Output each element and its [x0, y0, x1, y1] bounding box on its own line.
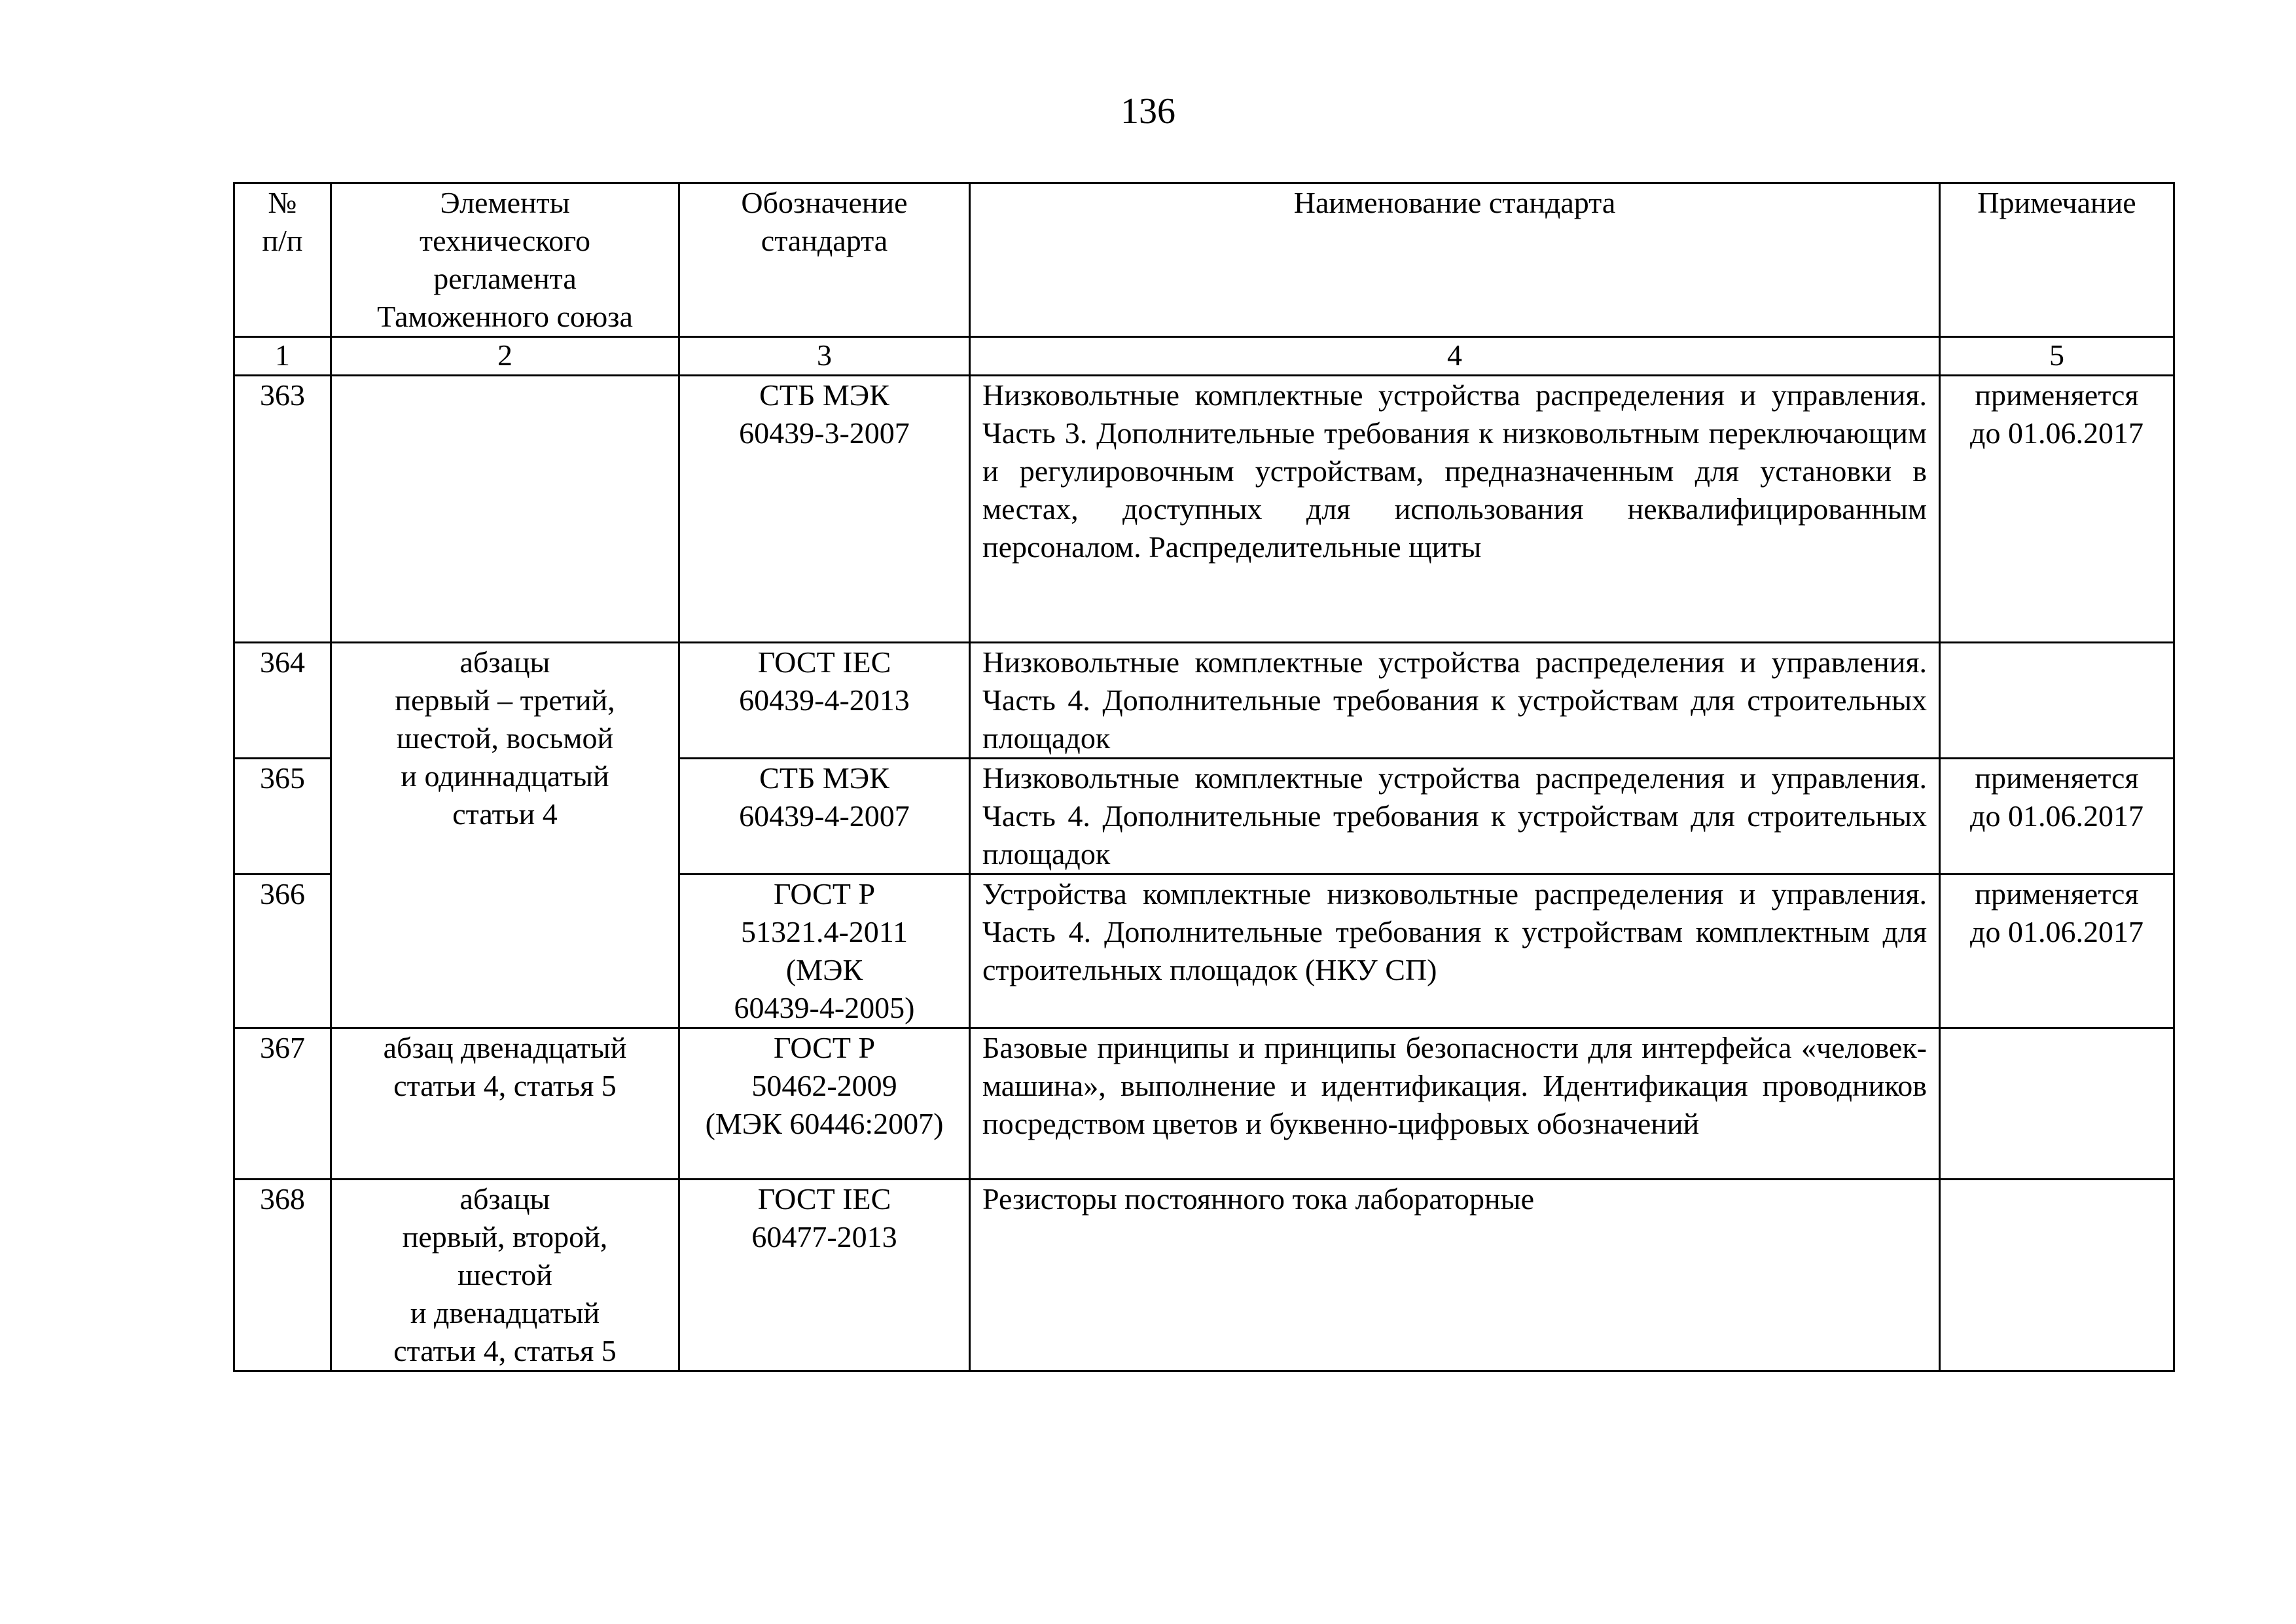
table-row: [234, 376, 2174, 643]
row-note: применяется до 01.06.2017: [1940, 875, 2174, 1028]
row-designation: СТБ МЭК 60439-4-2007: [679, 759, 970, 875]
row-standard-name: Низковольтные комплектные устройства распределения и управления. Часть 4. Дополнительные требования к устройствам для строительных площадок: [970, 643, 1940, 759]
row-elements: [331, 376, 679, 643]
row-standard-name: Низковольтные комплектные устройства распределения и управления. Часть 4. Дополнительные требования к устройствам для строительных площадок: [970, 759, 1940, 875]
row-designation: СТБ МЭК 60439-3-2007: [679, 376, 970, 643]
row-standard-name: Резисторы постоянного тока лабораторные: [970, 1180, 1940, 1371]
column-number: 2: [331, 337, 679, 376]
row-designation: ГОСТ Р 50462-2009 (МЭК 60446:2007): [679, 1028, 970, 1180]
row-elements: абзац двенадцатый статьи 4, статья 5: [331, 1028, 679, 1180]
row-number: 367: [234, 1028, 331, 1180]
row-note: [1940, 643, 2174, 759]
header-elements: Элементы технического регламента Таможенного союза: [331, 183, 679, 337]
header-note: Примечание: [1940, 183, 2174, 337]
column-number: 1: [234, 337, 331, 376]
row-number: 363: [234, 376, 331, 643]
table-row: [234, 1028, 2174, 1180]
column-number: 3: [679, 337, 970, 376]
row-note: применяется до 01.06.2017: [1940, 759, 2174, 875]
header-designation: Обозначение стандарта: [679, 183, 970, 337]
page-number: 136: [1121, 91, 1175, 132]
row-designation: ГОСТ Р 51321.4-2011 (МЭК 60439-4-2005): [679, 875, 970, 1028]
row-standard-name: Низковольтные комплектные устройства распределения и управления. Часть 3. Дополнительные требования к низковольтным переключающим и регулировочным устройствам, предназначенным для установки в местах, доступных для использования неквалифицированным персоналом. Распределительные щиты: [970, 376, 1940, 643]
row-note: [1940, 1180, 2174, 1371]
header-name: Наименование стандарта: [970, 183, 1940, 337]
row-elements: абзацы первый, второй, шестой и двенадцатый статьи 4, статья 5: [331, 1180, 679, 1371]
row-designation: ГОСТ IEC 60477-2013: [679, 1180, 970, 1371]
table-row: [234, 1180, 2174, 1371]
row-note: применяется до 01.06.2017: [1940, 376, 2174, 643]
row-number: 365: [234, 759, 331, 875]
row-number: 364: [234, 643, 331, 759]
row-standard-name: Базовые принципы и принципы безопасности для интерфейса «человек-машина», выполнение и идентификация. Идентификация проводников посредством цветов и буквенно-цифровых обозначений: [970, 1028, 1940, 1180]
row-note: [1940, 1028, 2174, 1180]
row-elements: абзацы первый – третий, шестой, восьмой и одиннадцатый статьи 4: [331, 643, 679, 1028]
column-number-row: [234, 337, 2174, 376]
column-number: 5: [1940, 337, 2174, 376]
row-designation: ГОСТ IEC 60439-4-2013: [679, 643, 970, 759]
column-number: 4: [970, 337, 1940, 376]
row-standard-name: Устройства комплектные низковольтные распределения и управления. Часть 4. Дополнительные требования к устройствам комплектным для строительных площадок (НКУ СП): [970, 875, 1940, 1028]
row-number: 366: [234, 875, 331, 1028]
table-row: [234, 643, 2174, 759]
header-number: № п/п: [234, 183, 331, 337]
standards-table: [233, 182, 2175, 1372]
row-number: 368: [234, 1180, 331, 1371]
header-row: [234, 183, 2174, 337]
